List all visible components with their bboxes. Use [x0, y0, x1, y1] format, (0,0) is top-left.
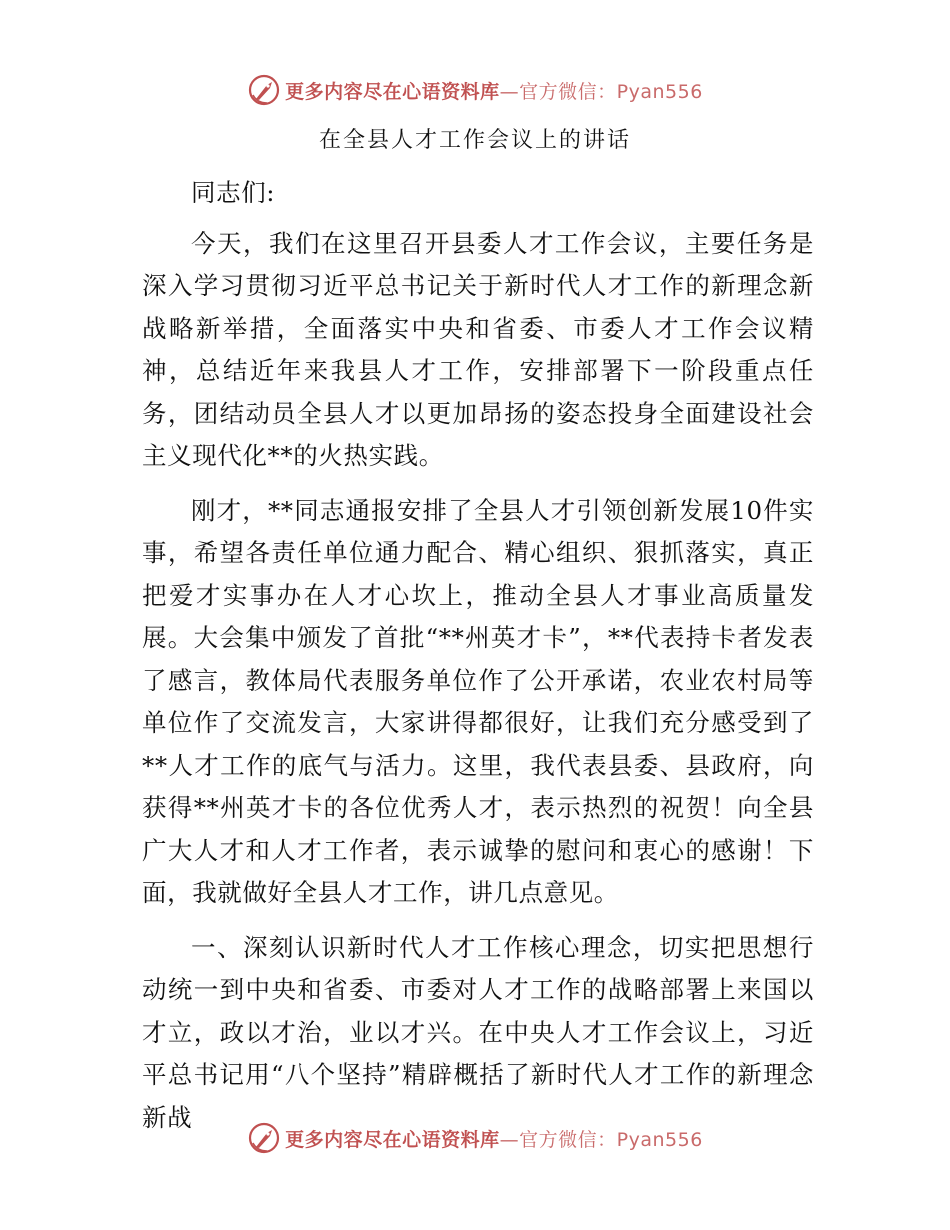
pen-nib-circle-icon: [247, 1121, 281, 1155]
header-watermark-banner: [0, 70, 950, 110]
footer-watermark-banner: [0, 1118, 950, 1158]
banner-wechat: 官方微信：Pyan556: [519, 1128, 703, 1151]
paragraph: 刚才，**同志通报安排了全县人才引领创新发展10件实事，希望各责任单位通力配合、精心组织、狠抓落实，真正把爱才实事办在人才心坎上，推动全县人才事业高质量发展。大会集中颁发了首批“**州英才卡”，**代表持卡者发表了感言，教体局代表服务单位作了公开承诺，农业农村局等单位作了交流发言，大家讲得都很好，让我们充分感受到了**人才工作的底气与活力。这里，我代表县委、县政府，向获得**州英才卡的各位优秀人才，表示热烈的祝贺！向全县广大人才和人才工作者，表示诚挚的慰问和衷心的感谢！下面，我就做好全县人才工作，讲几点意见。: [142, 495, 814, 907]
banner-dash: —: [499, 80, 520, 103]
greeting: 同志们:: [191, 178, 276, 207]
pen-nib-circle-icon: [247, 73, 281, 107]
paragraph: 一、深刻认识新时代人才工作核心理念，切实把思想行动统一到中央和省委、市委对人才工作的战略部署上来国以才立，政以才治，业以才兴。在中央人才工作会议上，习近平总书记用“八个坚持”精辟概括了新时代人才工作的新理念新战: [142, 932, 814, 1132]
banner-site-name: 更多内容尽在心语资料库: [285, 1128, 500, 1151]
banner-dash: —: [499, 1128, 520, 1151]
paragraph: 今天，我们在这里召开县委人才工作会议，主要任务是深入学习贯彻习近平总书记关于新时代人才工作的新理念新战略新举措，全面落实中央和省委、市委人才工作会议精神，总结近年来我县人才工作，安排部署下一阶段重点任务，团结动员全县人才以更加昂扬的姿态投身全面建设社会主义现代化**的火热实践。: [142, 228, 814, 470]
banner-wechat: 官方微信：Pyan556: [519, 80, 703, 103]
document-body: [142, 172, 814, 1151]
banner-site-name: 更多内容尽在心语资料库: [285, 80, 500, 103]
document-title: 在全县人才工作会议上的讲话: [318, 128, 631, 153]
banner-text: [285, 77, 703, 104]
banner-text: [285, 1125, 703, 1152]
